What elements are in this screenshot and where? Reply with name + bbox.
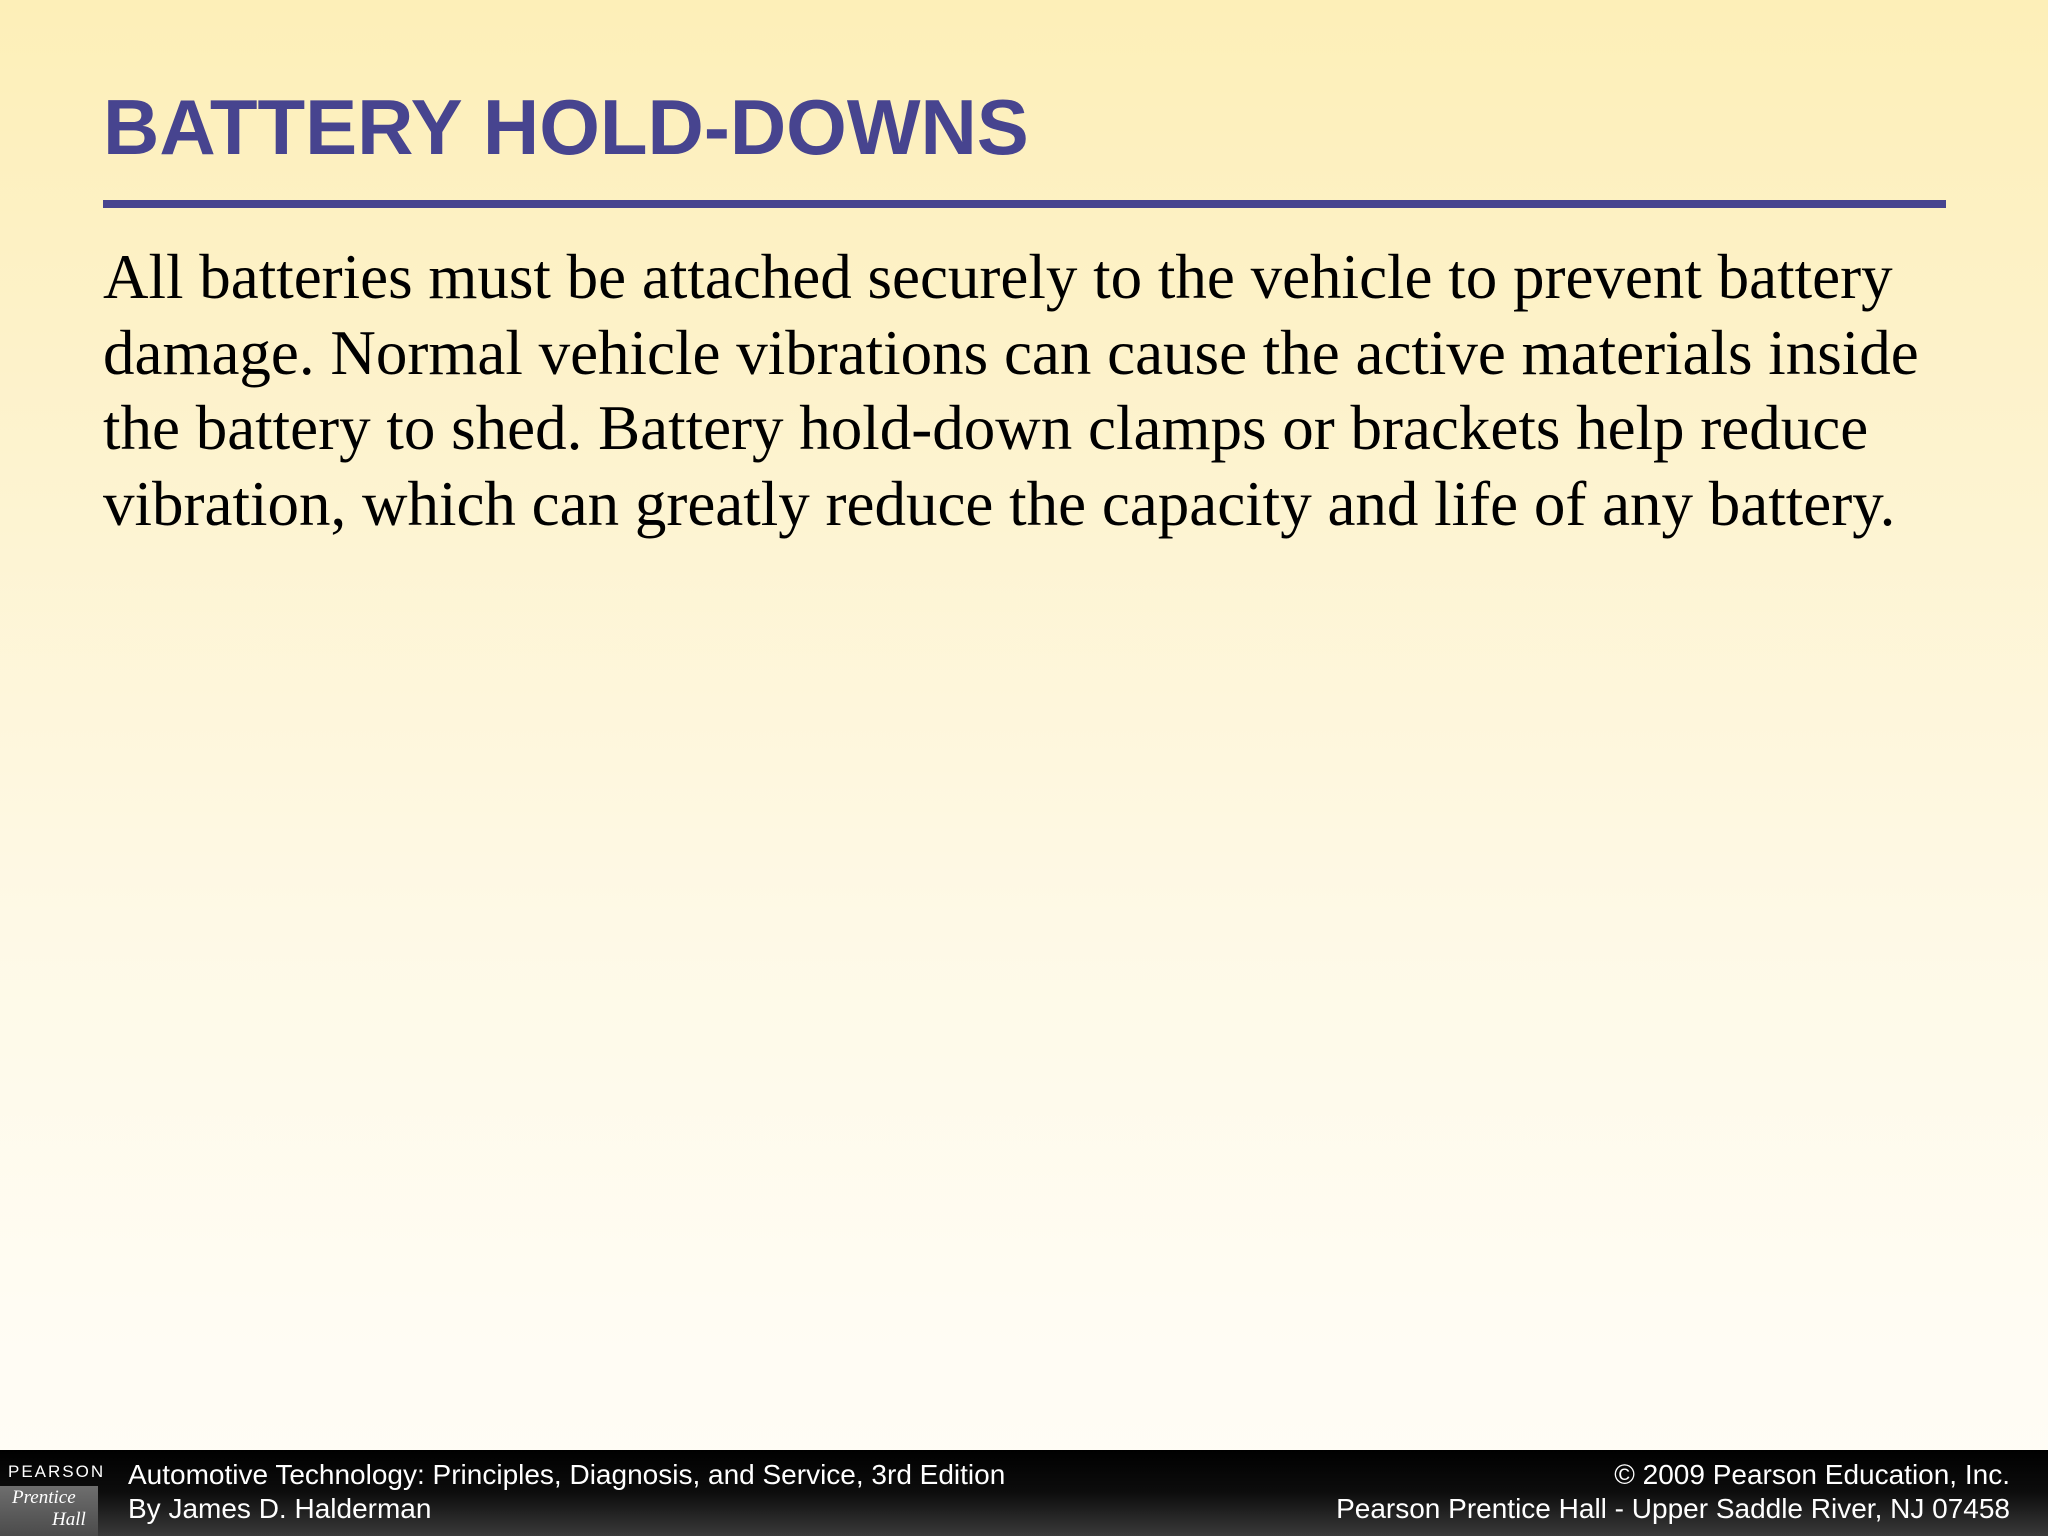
footer-book-title: Automotive Technology: Principles, Diagnosis, and Service, 3rd Edition (128, 1459, 1006, 1490)
slide-body-text: All batteries must be attached securely to the vehicle to prevent battery damage. Normal vehicle vibrations can cause the active materials inside the battery to shed. Battery hold-down clamps or brackets help reduce vibration, which can greatly reduce the capacity and life of any battery. (103, 242, 1919, 539)
logo-hall-text: Hall (52, 1509, 86, 1530)
footer-publisher: Pearson Prentice Hall - Upper Saddle River, NJ 07458 (1336, 1493, 2010, 1524)
footer-copyright: © 2009 Pearson Education, Inc. (1614, 1459, 2010, 1490)
footer-author: By James D. Halderman (128, 1493, 432, 1524)
logo-pearson-text: PEARSON (8, 1462, 106, 1481)
title-divider (103, 200, 1946, 208)
slide-title: BATTERY HOLD-DOWNS (103, 83, 1029, 171)
slide-footer (0, 1450, 2048, 1536)
pearson-prentice-hall-logo (0, 1450, 104, 1536)
logo-prentice-text: Prentice (12, 1487, 76, 1508)
